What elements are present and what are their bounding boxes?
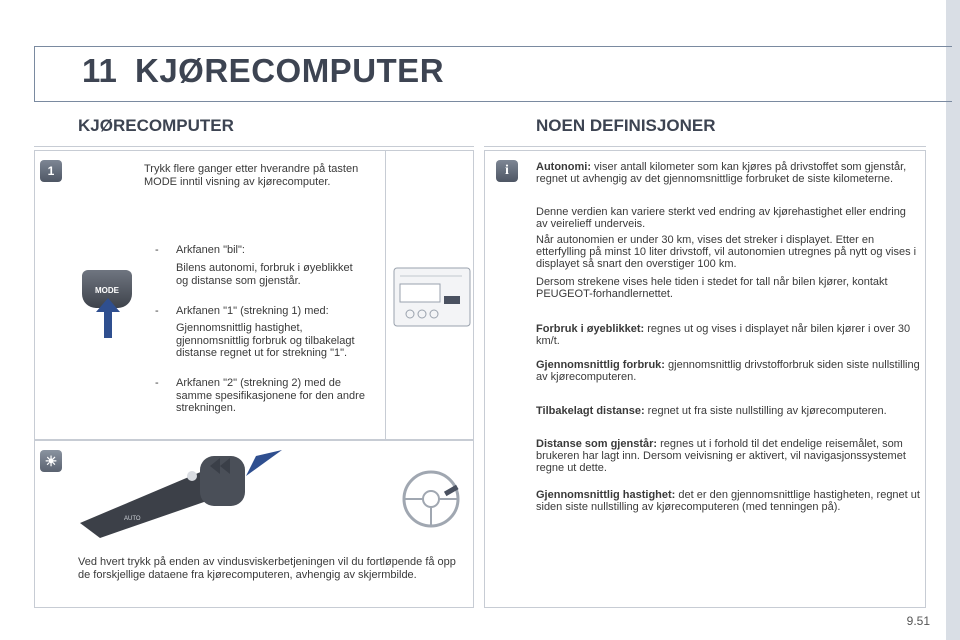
term-tilbakelagt: Tilbakelagt distanse:	[536, 405, 645, 417]
definition-gj-forbruk	[536, 359, 920, 383]
stalk-auto-label: AUTO	[124, 516, 141, 522]
arrow-pointer-icon	[246, 450, 282, 476]
term-autonomi: Autonomi:	[536, 161, 591, 173]
step-badge: 1	[40, 160, 62, 182]
info-icon: i	[496, 160, 518, 182]
text-note-1: Denne verdien kan variere sterkt ved endring av kjørehastighet eller endring av veirelieff underveis.	[536, 206, 906, 230]
list-item-body-1: Bilens autonomi, forbruk i øyeblikket og distanse som gjenstår.	[176, 262, 353, 287]
definition-note-2	[536, 234, 920, 270]
term-forbruk: Forbruk i øyeblikket:	[536, 323, 645, 335]
left-section-underline	[34, 146, 474, 147]
definition-tilbakelagt	[536, 405, 920, 417]
right-section-title: NOEN DEFINISJONER	[536, 116, 716, 135]
text-forbruk: regnes ut og vises i displayet når bilen kjører i over 30 km/t.	[536, 323, 911, 347]
definition-autonomi	[536, 161, 920, 185]
arrow-up-icon	[96, 298, 120, 338]
intro-text: Trykk flere ganger etter hverandre på tasten MODE inntil visning av kjørecomputer.	[144, 163, 359, 188]
list-dash-3: -	[155, 377, 159, 389]
chapter-number: 11	[82, 52, 117, 89]
text-distanse: regnes ut i forhold til det endelige reisemålet, som brukeren har lagt inn. Dersom veivisning er aktivert, vil navigasjonssystemet regne ut dette.	[536, 438, 906, 474]
text-note-2: Når autonomien er under 30 km, vises det streker i displayet. Etter en etterfylling på minst 10 liter drivstoff, vil autonomien utregnes på nytt og vises i displayet så snart den overstiger 100 km.	[536, 234, 917, 270]
definition-hastighet	[536, 489, 920, 513]
mode-button-label: MODE	[95, 286, 119, 295]
radio-unit-illustration	[392, 266, 472, 328]
chapter-title: KJØRECOMPUTER	[135, 52, 445, 89]
text-autonomi: viser antall kilometer som kan kjøres på drivstoffet som gjenstår, regnet ut avhengig av det gjennomsnittlige forbruket de siste kilometerne.	[536, 161, 907, 185]
definition-distanse	[536, 438, 920, 474]
definition-forbruk	[536, 323, 920, 347]
text-tilbakelagt: regnet ut fra siste nullstilling av kjørecomputeren.	[644, 405, 887, 417]
definition-note-1	[536, 206, 920, 230]
stalk-note: Ved hvert trykk på enden av vindusviskerbetjeningen vil du fortløpende få opp de forskjellige dataene fra kjørecomputeren, avhengig av skjermbilde.	[78, 556, 456, 581]
text-hastighet: det er den gjennomsnittlige hastigheten, regnet ut siden siste nullstilling av kjørecomputeren (med tenningen på).	[536, 489, 920, 513]
light-icon: ☀	[40, 450, 62, 472]
definition-note-3	[536, 276, 920, 300]
list-item-title-2: Arkfanen "1" (strekning 1) med:	[176, 305, 329, 317]
term-gj-forbruk: Gjennomsnittlig forbruk:	[536, 359, 665, 371]
right-section-underline	[484, 146, 926, 147]
list-dash-1: -	[155, 244, 159, 256]
term-hastighet: Gjennomsnittlig hastighet:	[536, 489, 676, 501]
list-item-title-1: Arkfanen "bil":	[176, 244, 245, 256]
list-item-title-3: Arkfanen "2" (strekning 2) med de samme spesifikasjonene for den andre strekningen.	[176, 377, 365, 414]
list-item-body-2: Gjennomsnittlig hastighet, gjennomsnittlig forbruk og tilbakelagt distanse regnet ut for strekning "1".	[176, 322, 355, 359]
text-note-3: Dersom strekene vises hele tiden i stedet for tall når bilen kjører, kontakt PEUGEOT-forhandlernettet.	[536, 276, 888, 300]
rewind-icon	[210, 456, 242, 476]
text-gj-forbruk: gjennomsnittlig drivstofforbruk siden siste nullstilling av kjørecomputeren.	[536, 359, 920, 383]
panel-divider	[385, 150, 386, 440]
left-section-title: KJØRECOMPUTER	[78, 116, 234, 135]
term-distanse: Distanse som gjenstår:	[536, 438, 658, 450]
page-number: 9.51	[906, 614, 930, 628]
list-dash-2: -	[155, 305, 159, 317]
steering-wheel-icon	[400, 468, 462, 530]
